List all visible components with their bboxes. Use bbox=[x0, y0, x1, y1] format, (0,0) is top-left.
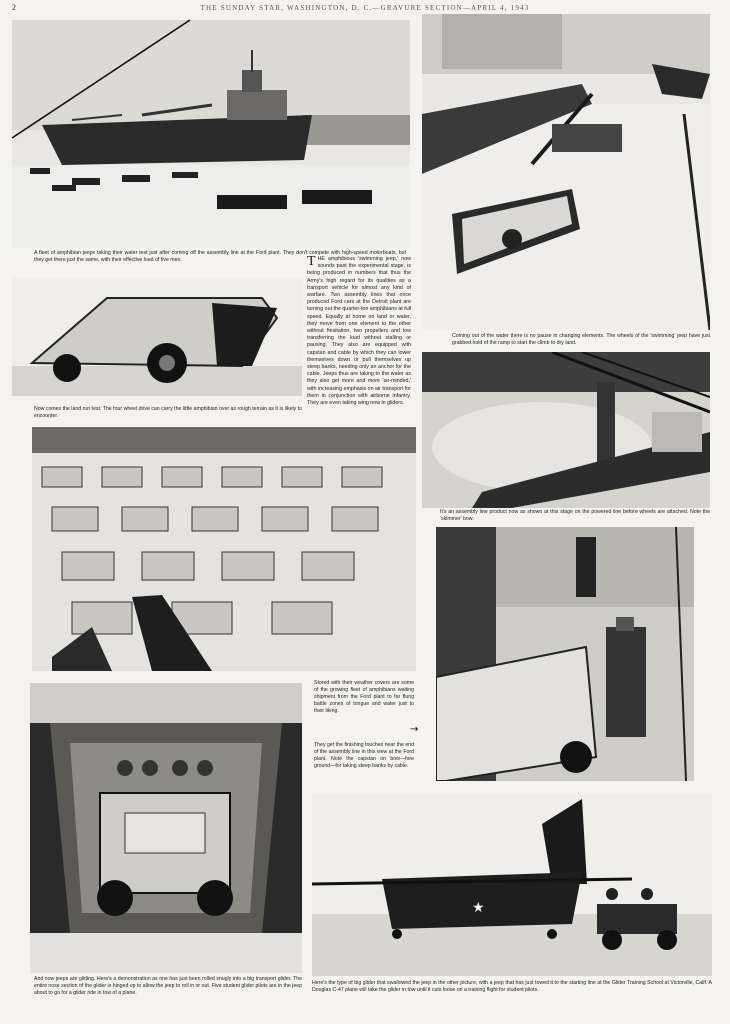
photo-finishing-touches bbox=[436, 527, 694, 781]
caption-stored: Stored with their weather covers are some of the growing fleet of amphibians waiting shipment from the Ford plant to far flung battle zones of tongue and water just to their liking. bbox=[314, 680, 414, 714]
svg-text:★: ★ bbox=[472, 900, 485, 916]
caption-glider: And now jeeps are gliding. Here's a demonstration as one has just been rolled snugly into a big transport glider. The entire nose section of the glider is hinged up to allow the jeep to roll in or out. Five student glider pilots are in the jeep about to go for a glider ride in tow of a plane. bbox=[34, 976, 302, 996]
caption-fleet: A fleet of amphibian jeeps taking their water test just after coming off the assembly line at the Ford plant. They don't compete with high-speed motorboats, but they get there just the same, with their effective load of five men. bbox=[34, 250, 406, 263]
photo-amphibian-fleet bbox=[12, 20, 410, 248]
caption-assembly: It's an assembly line product now as shown at this stage on the powered line before wheels are attached. Note the 'skimmer' bow. bbox=[440, 509, 710, 522]
arrow-right-icon: → bbox=[410, 724, 419, 735]
article-dropcap: T bbox=[307, 256, 316, 269]
caption-land-test: Now comes the land run test. The four wheel drive can carry the little amphibian over as rough terrain as it is likely to encounter. bbox=[34, 406, 302, 419]
page-number: 2 bbox=[12, 3, 16, 12]
caption-glider-plane: Here's the type of big glider that swallowed the jeep in the other picture, with a jeep that has just towed it to the starting line at the Glider Training School at Victorville, Calif. A Douglas C-47 plane will take the glider in tow until it cuts loose on a training flight for student pilots. bbox=[312, 980, 712, 993]
caption-finishing: They get the finishing touches near the end of the assembly line in this view at the Ford plant. Note the capstan on bow—fore ground—for taking steep banks by cable. bbox=[314, 742, 414, 769]
article-body bbox=[307, 256, 411, 424]
photo-glider-plane bbox=[312, 794, 712, 976]
photo-land-test bbox=[12, 278, 302, 396]
photo-stored-fleet bbox=[32, 427, 416, 671]
photo-assembly-line bbox=[422, 352, 710, 508]
photo-out-of-water bbox=[422, 14, 710, 330]
masthead: THE SUNDAY STAR, WASHINGTON, D. C.—GRAVURE SECTION—APRIL 4, 1943 bbox=[200, 4, 530, 12]
caption-out-of-water: Coming out of the water there is no pause in changing elements. The wheels of the 'swimming' jeep have just grabbed hold of the ramp to start the climb to dry land. bbox=[452, 333, 710, 346]
article-text: HE amphibious 'swimming jeep,' now sounds past the experimental stage, is being produced in numbers that thus the Army's high regard for its qualities as a transport vehicle for almost any kind of warfare. Two assembly lines that once produced Ford cars at the Detroit plant are turning out the quarter-ton amphibians at full speed. Equally at home on land or water, they move from one element to the other without hesitation, two propellers and tow transferring the load without stalling or pausing. They also are equipped with capstan and cable by which they can lower themselves down or pull themselves up steep banks, needing only an anchor for the cable. Jeeps thus are taking to the water as they also get more and more 'air-minded,' with increasing emphasis on air transport for them in conjunction with airborne infantry. They are even taking wing now in gliders. bbox=[307, 256, 411, 407]
photo-glider-interior bbox=[30, 683, 302, 973]
